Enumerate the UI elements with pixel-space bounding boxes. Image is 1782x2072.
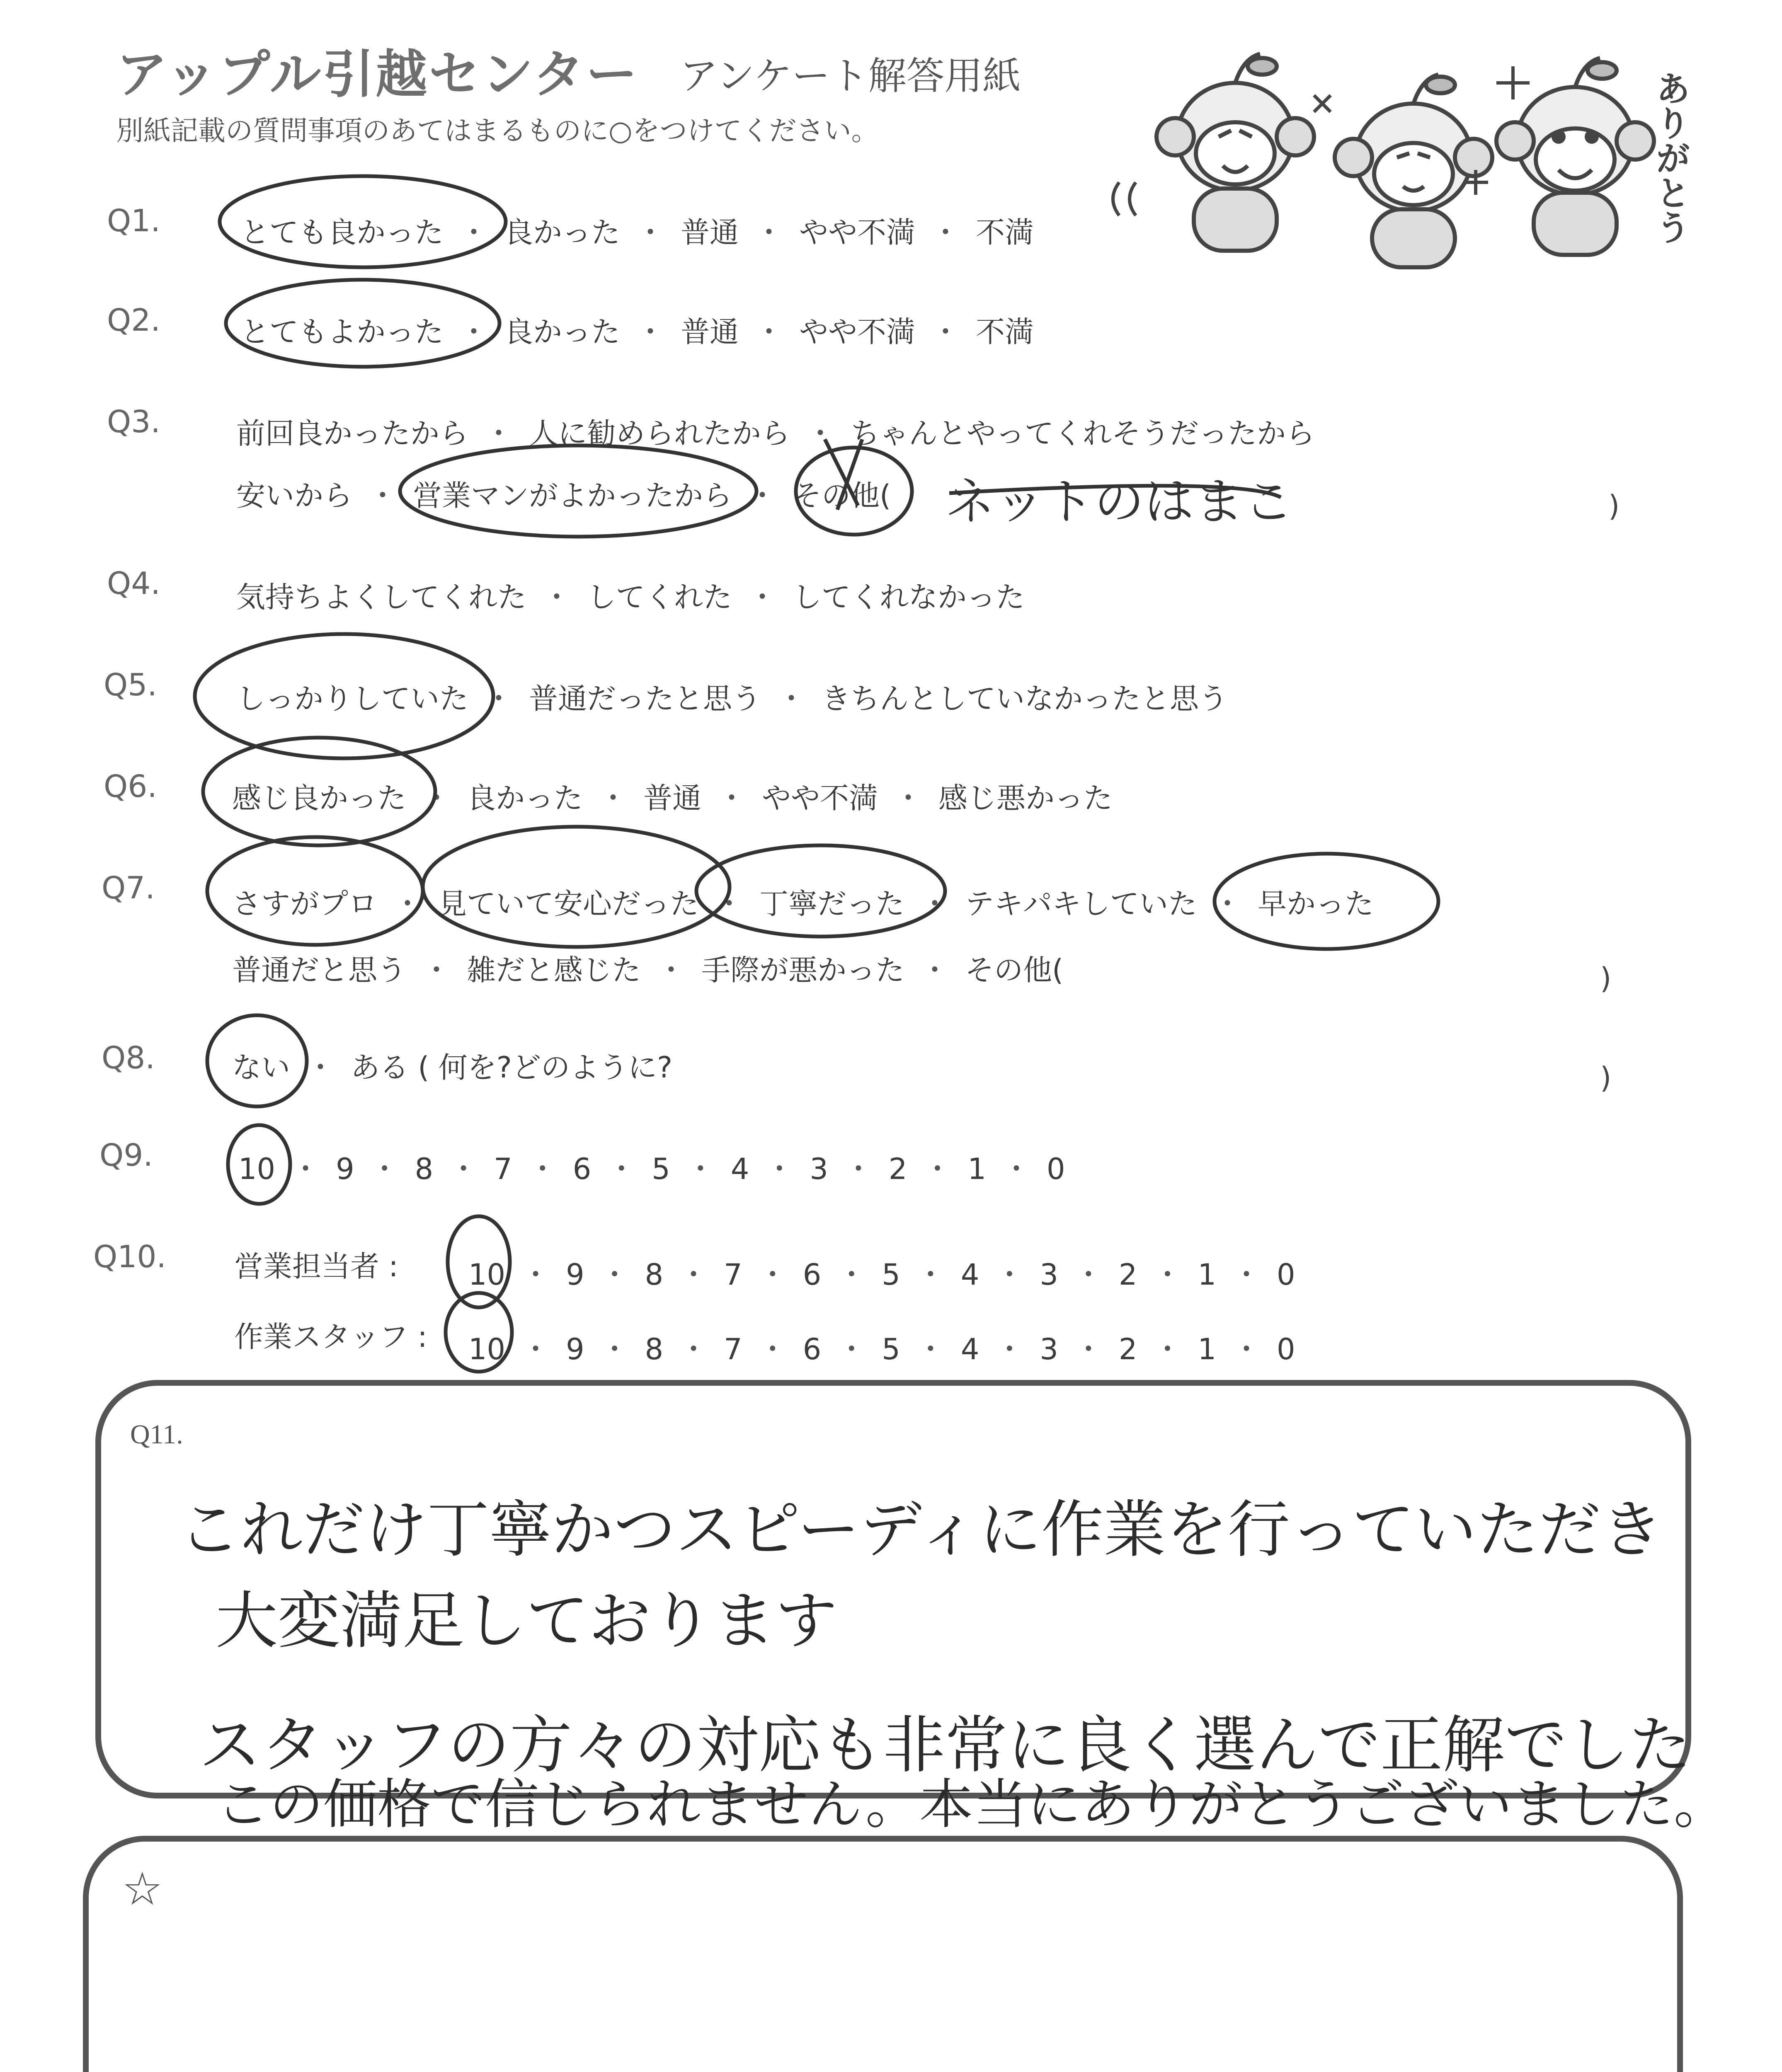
star-comment-box[interactable] — [83, 1836, 1683, 2072]
q8-option-2[interactable]: ある ( 何を?どのように? — [351, 1051, 673, 1084]
q4-option-1[interactable]: 気持ちよくしてくれた — [236, 580, 526, 614]
q3-option-1[interactable]: 前回良かったから — [236, 416, 468, 450]
q10-sales-score-7[interactable]: 7 — [724, 1258, 742, 1292]
q10-sales-score-4[interactable]: 4 — [960, 1258, 979, 1292]
q7-option-2[interactable]: 見ていて安心だった — [438, 887, 699, 921]
q10-sales-score-1[interactable]: 1 — [1198, 1258, 1216, 1292]
q9-score-1[interactable]: 1 — [967, 1152, 986, 1186]
form-subtitle: アンケート解答用紙 — [680, 54, 1021, 98]
q2-option-3[interactable]: 普通 — [681, 315, 739, 349]
q6-options: 感じ良かった ・ 良かった ・ 普通 ・ やや不満 ・ 感じ悪かった — [232, 781, 1113, 815]
q9-score-3[interactable]: 3 — [810, 1152, 828, 1186]
q10-staff-score-8[interactable]: 8 — [645, 1332, 664, 1366]
q7-options-line2: 普通だと思う ・ 雑だと感じた ・ 手際が悪かった ・ その他( — [232, 953, 1064, 987]
q8-close-paren: ) — [1600, 1061, 1612, 1095]
q10-staff-score-7[interactable]: 7 — [724, 1332, 742, 1366]
q10-staff-score-1[interactable]: 1 — [1198, 1332, 1216, 1366]
q1-option-4[interactable]: やや不満 — [799, 215, 915, 249]
q9-score-7[interactable]: 7 — [494, 1152, 512, 1186]
q3-option-3[interactable]: ちゃんとやってくれそうだったから — [851, 416, 1315, 450]
q3-option-2[interactable]: 人に勧められたから — [529, 416, 790, 450]
q4-label: Q4. — [107, 566, 160, 601]
q3-label: Q3. — [107, 404, 160, 440]
q1-options: とても良かった ・ 良かった ・ 普通 ・ やや不満 ・ 不満 — [240, 215, 1034, 249]
q10-staff-scale: 10 ・ 9 ・ 8 ・ 7 ・ 6 ・ 5 ・ 4 ・ 3 ・ 2 ・ 1 ・ 0 — [468, 1332, 1295, 1366]
q5-option-2[interactable]: 普通だったと思う — [529, 682, 761, 716]
q9-label: Q9. — [99, 1138, 153, 1173]
q10-staff-score-3[interactable]: 3 — [1040, 1332, 1058, 1366]
q2-option-4[interactable]: やや不満 — [799, 315, 915, 349]
q6-option-4[interactable]: やや不満 — [762, 781, 878, 815]
q9-score-5[interactable]: 5 — [652, 1152, 670, 1186]
q3-options-line1: 前回良かったから ・ 人に勧められたから ・ ちゃんとやってくれそうだったから — [236, 416, 1315, 450]
form-title: アップル引越センター — [116, 45, 639, 104]
q9-scale: 10 ・ 9 ・ 8 ・ 7 ・ 6 ・ 5 ・ 4 ・ 3 ・ 2 ・ 1 ・ 0 — [238, 1152, 1065, 1186]
q7-option-1[interactable]: さすがプロ — [232, 887, 377, 921]
q6-option-1[interactable]: 感じ良かった — [232, 781, 406, 815]
q9-score-8[interactable]: 8 — [415, 1152, 434, 1186]
q9-score-9[interactable]: 9 — [336, 1152, 354, 1186]
q1-option-2[interactable]: 良かった — [504, 215, 620, 249]
q3-option-4[interactable]: 安いから — [236, 479, 352, 513]
q10-sales-label: 営業担当者 : — [234, 1249, 398, 1283]
q7-option-7[interactable]: 雑だと感じた — [467, 953, 641, 987]
q7-label: Q7. — [102, 870, 155, 906]
q8-label: Q8. — [102, 1040, 155, 1076]
q7-option-3[interactable]: 丁寧だった — [759, 887, 904, 921]
q6-option-3[interactable]: 普通 — [643, 781, 701, 815]
q8-option-1[interactable]: ない — [232, 1051, 290, 1084]
q11-line-3: スタッフの方々の対応も非常に良く選んで正解でした — [199, 1709, 1692, 1782]
q10-sales-scale: 10 ・ 9 ・ 8 ・ 7 ・ 6 ・ 5 ・ 4 ・ 3 ・ 2 ・ 1 ・ 0 — [468, 1258, 1295, 1292]
q5-option-1[interactable]: しっかりしていた — [236, 682, 468, 716]
q6-option-2[interactable]: 良かった — [467, 781, 583, 815]
form-instruction: 別紙記載の質問事項のあてはまるものに○をつけてください。 — [116, 115, 879, 147]
q10-sales-score-5[interactable]: 5 — [882, 1258, 900, 1292]
q3-other-answer: ネットのはまこ — [945, 473, 1293, 531]
q3-options-line2: 安いから ・ 営業マンがよかったから ・ その他( — [236, 479, 891, 513]
q2-options: とてもよかった ・ 良かった ・ 普通 ・ やや不満 ・ 不満 — [240, 315, 1034, 349]
q1-label: Q1. — [107, 203, 160, 239]
q2-label: Q2. — [107, 303, 160, 338]
q10-sales-score-6[interactable]: 6 — [803, 1258, 822, 1292]
q5-option-3[interactable]: きちんとしていなかったと思う — [822, 682, 1228, 716]
q5-options: しっかりしていた ・ 普通だったと思う ・ きちんとしていなかったと思う — [236, 682, 1228, 716]
q7-close-paren: ) — [1600, 961, 1612, 995]
q3-close-paren: ) — [1608, 489, 1620, 523]
q10-staff-score-5[interactable]: 5 — [882, 1332, 900, 1366]
q7-option-4[interactable]: テキパキしていた — [965, 887, 1197, 921]
q1-option-3[interactable]: 普通 — [681, 215, 739, 249]
q10-label: Q10. — [93, 1239, 166, 1275]
q10-staff-score-2[interactable]: 2 — [1118, 1332, 1137, 1366]
q1-option-5[interactable]: 不満 — [976, 215, 1034, 249]
q4-options: 気持ちよくしてくれた ・ してくれた ・ してくれなかった — [236, 580, 1025, 614]
q7-option-5[interactable]: 早かった — [1258, 887, 1374, 921]
q10-sales-score-9[interactable]: 9 — [566, 1258, 584, 1292]
q1-option-1[interactable]: とても良かった — [240, 215, 444, 249]
q3-option-other[interactable]: その他( — [793, 479, 891, 513]
q10-sales-score-8[interactable]: 8 — [645, 1258, 664, 1292]
q10-staff-score-10[interactable]: 10 — [468, 1332, 506, 1366]
q9-score-6[interactable]: 6 — [572, 1152, 592, 1186]
q3-option-5[interactable]: 営業マンがよかったから — [413, 479, 732, 513]
q10-sales-score-2[interactable]: 2 — [1118, 1258, 1137, 1292]
q7-option-6[interactable]: 普通だと思う — [232, 953, 406, 987]
mascot-caption: ありがとう — [1650, 70, 1691, 244]
q9-score-10[interactable]: 10 — [238, 1152, 276, 1186]
q11-label: Q11. — [130, 1419, 183, 1450]
q10-sales-score-3[interactable]: 3 — [1040, 1258, 1058, 1292]
q5-label: Q5. — [104, 667, 157, 703]
q6-label: Q6. — [104, 769, 157, 804]
q7-option-8[interactable]: 手際が悪かった — [701, 953, 904, 987]
q2-option-5[interactable]: 不満 — [976, 315, 1034, 349]
q6-option-5[interactable]: 感じ悪かった — [938, 781, 1113, 815]
q7-options-line1: さすがプロ ・ 見ていて安心だった ・ 丁寧だった ・ テキパキしていた ・ 早かった — [232, 887, 1374, 921]
q10-sales-score-10[interactable]: 10 — [468, 1258, 506, 1292]
q9-score-4[interactable]: 4 — [730, 1152, 749, 1186]
star-icon: ☆ — [122, 1862, 163, 1915]
q10-staff-score-6[interactable]: 6 — [803, 1332, 822, 1366]
q4-option-2[interactable]: してくれた — [587, 580, 732, 614]
q11-line-1: これだけ丁寧かつスピーディに作業を行っていただき — [178, 1494, 1663, 1566]
q9-score-2[interactable]: 2 — [888, 1152, 907, 1186]
q10-staff-label: 作業スタッフ : — [234, 1320, 427, 1354]
q7-option-other[interactable]: その他( — [965, 953, 1064, 987]
q11-line-2: 大変満足しております — [216, 1585, 838, 1657]
q10-staff-score-9[interactable]: 9 — [566, 1332, 584, 1366]
q11-line-4: この価格で信じられません。本当にありがとうございました。 — [216, 1773, 1728, 1836]
q10-staff-score-4[interactable]: 4 — [960, 1332, 979, 1366]
q9-score-0[interactable]: 0 — [1047, 1152, 1065, 1186]
q10-sales-score-0[interactable]: 0 — [1277, 1258, 1295, 1292]
q2-option-2[interactable]: 良かった — [504, 315, 620, 349]
q4-option-3[interactable]: してくれなかった — [793, 580, 1025, 614]
q8-options: ない ・ ある ( 何を?どのように? — [232, 1051, 673, 1084]
q10-staff-score-0[interactable]: 0 — [1277, 1332, 1295, 1366]
q2-option-1[interactable]: とてもよかった — [240, 315, 444, 349]
